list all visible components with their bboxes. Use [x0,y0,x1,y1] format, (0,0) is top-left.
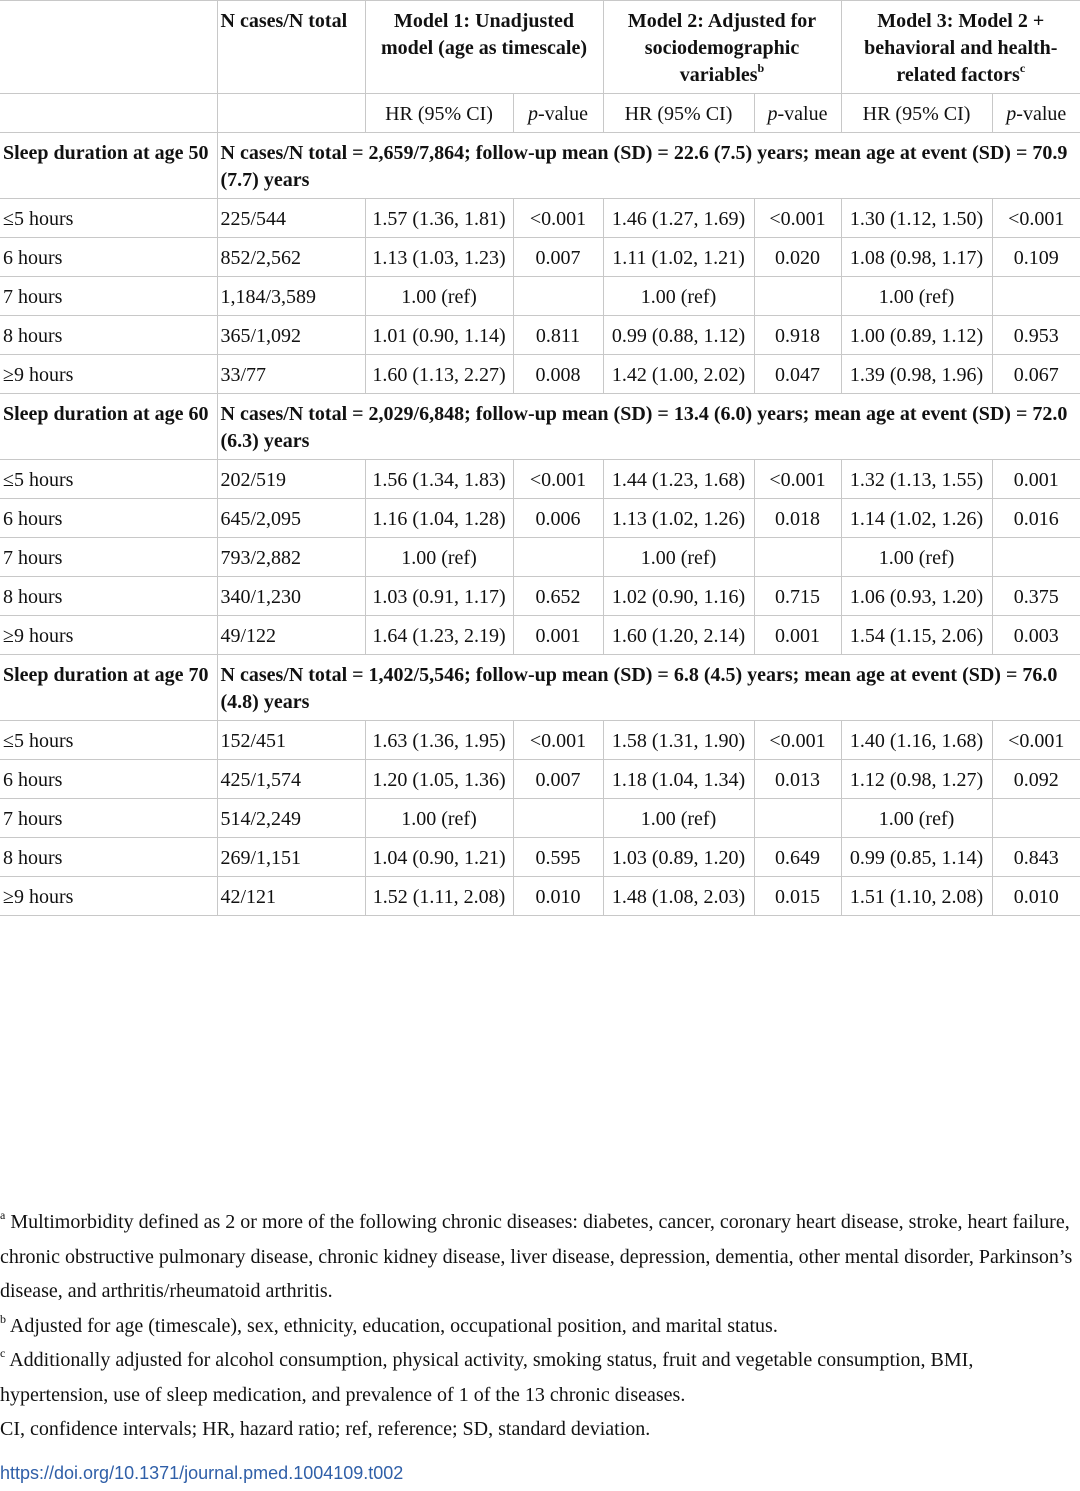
section-header-row [0,655,1080,721]
table-row [0,238,1080,277]
model3-hr-cell: 1.06 (0.93, 1.20) [841,577,992,616]
model3-hr-cell: 1.30 (1.12, 1.50) [841,199,992,238]
model1-hr-cell: 1.13 (1.03, 1.23) [365,238,513,277]
footnote-c-marker: c [1019,61,1026,75]
model3-hr-cell: 1.00 (ref) [841,277,992,316]
row-label-cell: 6 hours [0,760,217,799]
row-label-cell: ≤5 hours [0,199,217,238]
row-label-cell: ≤5 hours [0,721,217,760]
model1-p-cell: <0.001 [513,721,603,760]
model3-p-cell: <0.001 [992,199,1080,238]
model2-hr-cell: 1.00 (ref) [603,538,754,577]
p-italic: p [1006,103,1017,125]
ncases-cell: 49/122 [217,616,365,655]
model2-p-cell: 0.018 [754,499,841,538]
footnotes [0,1205,1078,1447]
model2-p-cell [754,799,841,838]
model2-hr-cell: 1.42 (1.00, 2.02) [603,355,754,394]
model1-hr-cell: 1.01 (0.90, 1.14) [365,316,513,355]
footnote-b-mark: b [0,1311,6,1326]
model2-p-cell: <0.001 [754,460,841,499]
model2-hr-cell: 1.00 (ref) [603,277,754,316]
model3-header [841,1,1080,94]
ncases-cell: 33/77 [217,355,365,394]
model2-hr-cell: 1.60 (1.20, 2.14) [603,616,754,655]
ncases-cell: 514/2,249 [217,799,365,838]
model1-hr-cell: 1.20 (1.05, 1.36) [365,760,513,799]
model3-p-cell: 0.003 [992,616,1080,655]
model3-hr-cell: 1.54 (1.15, 2.06) [841,616,992,655]
model2-header-text: Model 2: Adjusted for sociodemographic variables [627,10,817,86]
section-title: Sleep duration at age 50 [0,133,217,199]
p-italic: p [528,103,538,125]
model3-header-text: Model 3: Model 2 + behavioral and health-related factors [864,10,1058,86]
model2-hr-cell: 1.58 (1.31, 1.90) [603,721,754,760]
model1-hr-cell: 1.03 (0.91, 1.17) [365,577,513,616]
model2-hr-cell: 1.46 (1.27, 1.69) [603,199,754,238]
row-label-cell: 6 hours [0,499,217,538]
ncases-cell: 852/2,562 [217,238,365,277]
section-header-row [0,394,1080,460]
model2-p-cell: 0.015 [754,877,841,916]
model3-hr-cell: 1.08 (0.98, 1.17) [841,238,992,277]
model2-p-cell [754,538,841,577]
table-row [0,316,1080,355]
table-row [0,538,1080,577]
model3-hr-cell: 1.00 (ref) [841,538,992,577]
row-label-cell: 8 hours [0,838,217,877]
row-label-cell: 7 hours [0,277,217,316]
model3-p-cell: 0.016 [992,499,1080,538]
model2-p-cell: 0.013 [754,760,841,799]
model3-p-cell: 0.067 [992,355,1080,394]
model3-p-cell [992,277,1080,316]
ncases-cell: 1,184/3,589 [217,277,365,316]
doi-link[interactable]: https://doi.org/10.1371/journal.pmed.1004109.t002 [0,1463,404,1483]
table-row [0,499,1080,538]
table-row [0,355,1080,394]
model1-p-cell [513,799,603,838]
row-label-cell: ≤5 hours [0,460,217,499]
row-label-cell: ≥9 hours [0,355,217,394]
table-body [0,133,1080,916]
row-label-cell: 7 hours [0,538,217,577]
p-suffix: -value [777,103,828,125]
model2-hr-cell: 0.99 (0.88, 1.12) [603,316,754,355]
model2-p-cell: 0.047 [754,355,841,394]
ncases-cell: 340/1,230 [217,577,365,616]
model1-p-cell: 0.007 [513,238,603,277]
footnote-b [0,1309,1078,1344]
m3-p-header [992,94,1080,133]
table-row [0,577,1080,616]
model1-hr-cell: 1.64 (1.23, 2.19) [365,616,513,655]
m2-p-header [754,94,841,133]
model2-hr-cell: 1.18 (1.04, 1.34) [603,760,754,799]
m3-hr-header: HR (95% CI) [841,94,992,133]
model3-hr-cell: 1.51 (1.10, 2.08) [841,877,992,916]
model1-p-cell: 0.010 [513,877,603,916]
model3-p-cell [992,538,1080,577]
table-row [0,799,1080,838]
model1-hr-cell: 1.04 (0.90, 1.21) [365,838,513,877]
model1-hr-cell: 1.52 (1.11, 2.08) [365,877,513,916]
model3-p-cell: 0.092 [992,760,1080,799]
row-label-cell: 8 hours [0,577,217,616]
model3-p-cell [992,799,1080,838]
model3-hr-cell: 0.99 (0.85, 1.14) [841,838,992,877]
blank-subheader-cell [217,94,365,133]
row-label-cell: 8 hours [0,316,217,355]
section-summary: N cases/N total = 2,659/7,864; follow-up mean (SD) = 22.6 (7.5) years; mean age at event (SD) = 70.9 (7.7) years [217,133,1080,199]
abbreviations-note: CI, confidence intervals; HR, hazard ratio; ref, reference; SD, standard deviation. [0,1418,651,1440]
ncases-cell: 42/121 [217,877,365,916]
model3-p-cell: 0.001 [992,460,1080,499]
ncases-cell: 425/1,574 [217,760,365,799]
model2-p-cell: 0.918 [754,316,841,355]
section-title: Sleep duration at age 70 [0,655,217,721]
model1-hr-cell: 1.60 (1.13, 2.27) [365,355,513,394]
model3-hr-cell: 1.00 (0.89, 1.12) [841,316,992,355]
table-row [0,277,1080,316]
model2-hr-cell: 1.03 (0.89, 1.20) [603,838,754,877]
model3-hr-cell: 1.12 (0.98, 1.27) [841,760,992,799]
model2-p-cell: 0.020 [754,238,841,277]
footnote-a-mark: a [0,1208,6,1222]
model2-p-cell: 0.715 [754,577,841,616]
model2-p-cell [754,277,841,316]
model1-p-cell: 0.595 [513,838,603,877]
model3-hr-cell: 1.14 (1.02, 1.26) [841,499,992,538]
table-row [0,838,1080,877]
model2-p-cell: <0.001 [754,199,841,238]
model3-hr-cell: 1.40 (1.16, 1.68) [841,721,992,760]
section-summary: N cases/N total = 1,402/5,546; follow-up mean (SD) = 6.8 (4.5) years; mean age at event (SD) = 76.0 (4.8) years [217,655,1080,721]
model3-p-cell: 0.010 [992,877,1080,916]
model1-p-cell: 0.652 [513,577,603,616]
footnote-a-text: Multimorbidity defined as 2 or more of the following chronic diseases: diabetes, cancer, coronary heart disease, stroke, heart failure, chronic obstructive pulmonary disease, chronic kidney disease, liver disease, depression, dementia, other mental disorder, Parkinson’s disease, and arthritis/rheumatoid arthritis. [0,1211,1073,1302]
footnote-c-text: Additionally adjusted for alcohol consumption, physical activity, smoking status, fruit and vegetable consumption, BMI, hypertension, use of sleep medication, and prevalence of 1 of the 13 chronic diseases. [0,1349,974,1406]
table-row [0,616,1080,655]
model2-header [603,1,841,94]
p-italic: p [767,103,778,125]
blank-header-cell [0,1,217,94]
model1-p-cell: 0.007 [513,760,603,799]
ncases-cell: 645/2,095 [217,499,365,538]
ncases-cell: 202/519 [217,460,365,499]
model1-p-cell: 0.811 [513,316,603,355]
ncases-header: N cases/N total [217,1,365,94]
model2-hr-cell: 1.02 (0.90, 1.16) [603,577,754,616]
model3-hr-cell: 1.39 (0.98, 1.96) [841,355,992,394]
model1-p-cell: <0.001 [513,199,603,238]
model1-hr-cell: 1.16 (1.04, 1.28) [365,499,513,538]
model1-p-cell: 0.001 [513,616,603,655]
model1-p-cell: 0.008 [513,355,603,394]
model3-hr-cell: 1.00 (ref) [841,799,992,838]
ncases-cell: 269/1,151 [217,838,365,877]
table-row [0,721,1080,760]
ncases-cell: 152/451 [217,721,365,760]
section-header-row [0,133,1080,199]
model1-p-cell: 0.006 [513,499,603,538]
model3-p-cell: 0.375 [992,577,1080,616]
row-label-cell: 6 hours [0,238,217,277]
model3-p-cell: 0.953 [992,316,1080,355]
model1-p-cell [513,277,603,316]
ncases-cell: 793/2,882 [217,538,365,577]
model1-hr-cell: 1.57 (1.36, 1.81) [365,199,513,238]
model2-p-cell: <0.001 [754,721,841,760]
model2-hr-cell: 1.48 (1.08, 2.03) [603,877,754,916]
model2-p-cell: 0.649 [754,838,841,877]
model3-hr-cell: 1.32 (1.13, 1.55) [841,460,992,499]
model3-p-cell: 0.109 [992,238,1080,277]
model2-hr-cell: 1.13 (1.02, 1.26) [603,499,754,538]
table-row [0,460,1080,499]
section-title: Sleep duration at age 60 [0,394,217,460]
header-row [0,1,1080,94]
m1-p-header [513,94,603,133]
p-suffix: -value [538,103,588,125]
model3-p-cell: <0.001 [992,721,1080,760]
model2-hr-cell: 1.00 (ref) [603,799,754,838]
row-label-cell: ≥9 hours [0,616,217,655]
row-label-cell: ≥9 hours [0,877,217,916]
footnote-b-text: Adjusted for age (timescale), sex, ethnicity, education, occupational position, and marital status. [9,1314,778,1337]
model1-header-text: Model 1: Unadjusted model (age as timescale) [380,10,588,59]
footnote-c [0,1343,1078,1412]
model3-p-cell: 0.843 [992,838,1080,877]
section-summary: N cases/N total = 2,029/6,848; follow-up mean (SD) = 13.4 (6.0) years; mean age at event (SD) = 72.0 (6.3) years [217,394,1080,460]
table-row [0,760,1080,799]
m2-hr-header: HR (95% CI) [603,94,754,133]
footnote-c-mark: c [0,1346,6,1360]
ncases-cell: 225/544 [217,199,365,238]
model1-p-cell [513,538,603,577]
table-row [0,877,1080,916]
model2-hr-cell: 1.11 (1.02, 1.21) [603,238,754,277]
model1-hr-cell: 1.00 (ref) [365,277,513,316]
footnote-a [0,1205,1078,1309]
blank-subheader-cell [0,94,217,133]
footnote-b-marker: b [757,61,765,75]
model1-hr-cell: 1.63 (1.36, 1.95) [365,721,513,760]
model2-p-cell: 0.001 [754,616,841,655]
model1-hr-cell: 1.56 (1.34, 1.83) [365,460,513,499]
table-row [0,199,1080,238]
subheader-row [0,94,1080,133]
model1-header [365,1,603,94]
p-suffix: -value [1016,103,1067,125]
model1-hr-cell: 1.00 (ref) [365,799,513,838]
ncases-cell: 365/1,092 [217,316,365,355]
row-label-cell: 7 hours [0,799,217,838]
model2-hr-cell: 1.44 (1.23, 1.68) [603,460,754,499]
m1-hr-header: HR (95% CI) [365,94,513,133]
model1-p-cell: <0.001 [513,460,603,499]
model1-hr-cell: 1.00 (ref) [365,538,513,577]
